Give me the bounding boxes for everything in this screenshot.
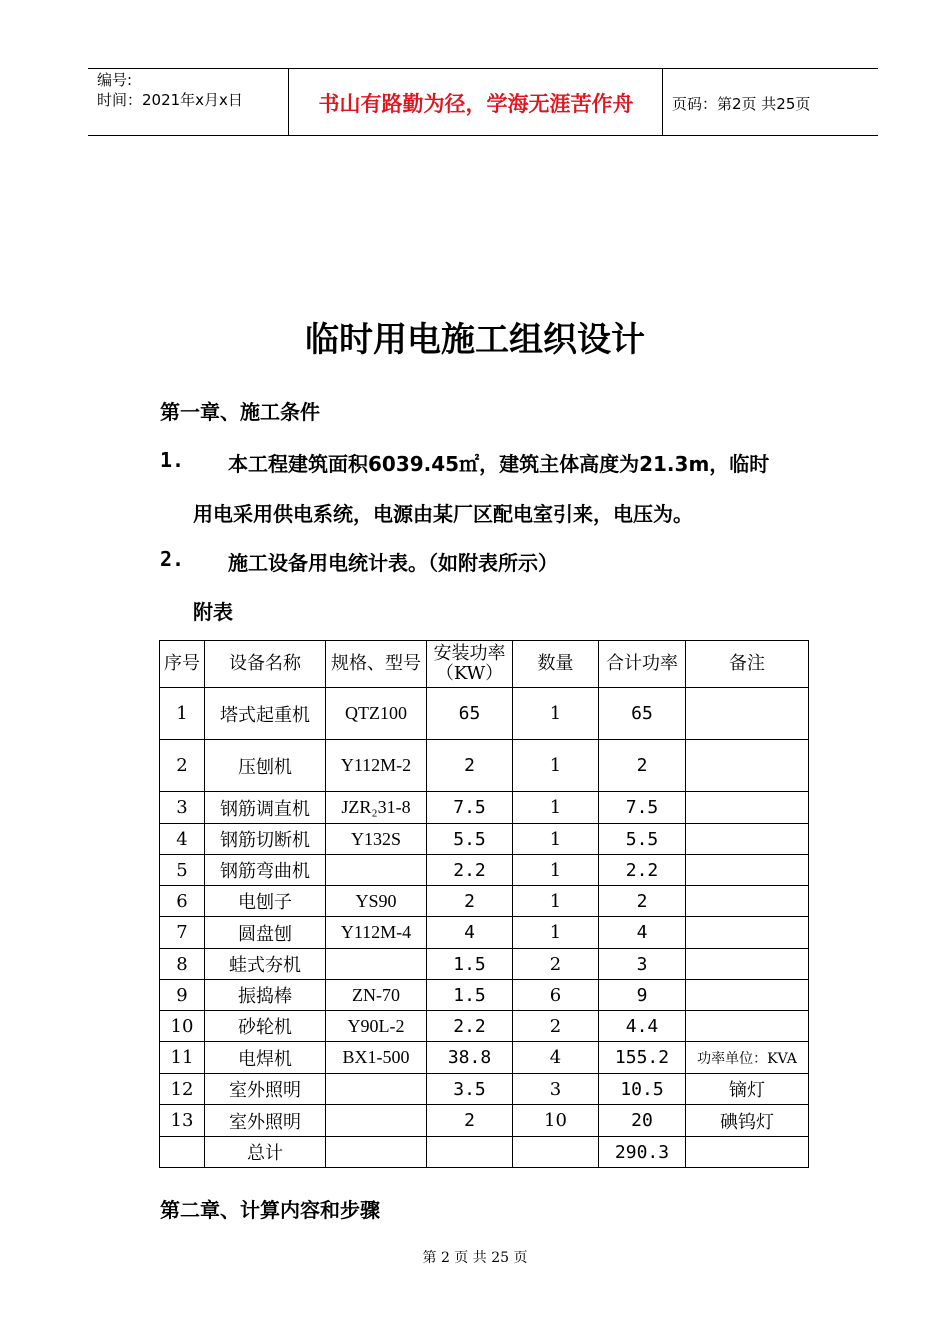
cell-spec-model: Y132S xyxy=(326,824,427,855)
cell-quantity: 1 xyxy=(513,824,599,855)
table-total-row xyxy=(160,1137,809,1168)
header-cell-remarks: 备注 xyxy=(686,641,809,688)
equipment-power-table xyxy=(159,640,809,1168)
item-1-number: 1. xyxy=(160,448,185,472)
total-cell-empty xyxy=(686,1137,809,1168)
cell-spec-model: ZN-70 xyxy=(326,980,427,1011)
cell-device-name: 电焊机 xyxy=(205,1042,326,1074)
cell-row-index: 12 xyxy=(160,1074,205,1105)
page-footer: 第 2 页 共 25 页 xyxy=(422,1250,528,1266)
cell-device-name: 塔式起重机 xyxy=(205,688,326,740)
cell-quantity: 6 xyxy=(513,980,599,1011)
cell-row-index: 6 xyxy=(160,886,205,917)
cell-total-power: 65 xyxy=(599,688,686,740)
cell-total-power: 9 xyxy=(599,980,686,1011)
cell-quantity: 1 xyxy=(513,886,599,917)
cell-remarks xyxy=(686,855,809,886)
item-2-number: 2. xyxy=(160,547,185,571)
table-row xyxy=(160,1105,809,1137)
cell-device-name: 砂轮机 xyxy=(205,1011,326,1042)
table-row xyxy=(160,792,809,824)
table-row xyxy=(160,886,809,917)
cell-spec-model: Y112M-2 xyxy=(326,740,427,792)
total-label: 总计 xyxy=(205,1137,326,1168)
chapter-1-heading: 第一章、施工条件 xyxy=(160,400,320,424)
cell-device-name: 钢筋调直机 xyxy=(205,792,326,824)
item-1-line-2: 用电采用供电系统，电源由某厂区配电室引来，电压为。 xyxy=(193,502,693,526)
cell-remarks xyxy=(686,949,809,980)
cell-total-power: 7.5 xyxy=(599,792,686,824)
cell-remarks xyxy=(686,792,809,824)
cell-quantity: 3 xyxy=(513,1074,599,1105)
header-cell-installed-power: 安装功率（KW） xyxy=(427,641,513,688)
cell-spec-model: Y90L-2 xyxy=(326,1011,427,1042)
cell-installed-power: 2 xyxy=(427,886,513,917)
cell-spec-model xyxy=(326,1074,427,1105)
table-row xyxy=(160,1042,809,1074)
cell-installed-power: 2 xyxy=(427,740,513,792)
header-time-label: 时间：2021年x月x日 xyxy=(97,91,243,109)
cell-row-index: 8 xyxy=(160,949,205,980)
cell-quantity: 1 xyxy=(513,917,599,949)
cell-device-name: 钢筋切断机 xyxy=(205,824,326,855)
cell-row-index: 2 xyxy=(160,740,205,792)
cell-device-name: 振捣棒 xyxy=(205,980,326,1011)
cell-installed-power: 1.5 xyxy=(427,980,513,1011)
header-meta xyxy=(97,70,243,110)
document-title: 临时用电施工组织设计 xyxy=(305,320,645,360)
cell-installed-power: 7.5 xyxy=(427,792,513,824)
cell-device-name: 蛙式夯机 xyxy=(205,949,326,980)
header-top-rule xyxy=(88,68,878,69)
header-cell-index: 序号 xyxy=(160,641,205,688)
cell-installed-power: 5.5 xyxy=(427,824,513,855)
cell-total-power: 155.2 xyxy=(599,1042,686,1074)
header-cell-total-power: 合计功率 xyxy=(599,641,686,688)
cell-spec-model xyxy=(326,855,427,886)
table-row xyxy=(160,740,809,792)
cell-device-name: 钢筋弯曲机 xyxy=(205,855,326,886)
cell-remarks xyxy=(686,688,809,740)
cell-device-name: 电刨子 xyxy=(205,886,326,917)
cell-quantity: 2 xyxy=(513,1011,599,1042)
cell-installed-power: 1.5 xyxy=(427,949,513,980)
total-cell-empty xyxy=(513,1137,599,1168)
cell-row-index: 13 xyxy=(160,1105,205,1137)
cell-spec-model xyxy=(326,949,427,980)
cell-row-index: 5 xyxy=(160,855,205,886)
item-2-text: 施工设备用电统计表。（如附表所示） xyxy=(228,551,558,575)
cell-row-index: 10 xyxy=(160,1011,205,1042)
table-row xyxy=(160,980,809,1011)
header-divider-left xyxy=(288,68,289,136)
item-1-line-1: 本工程建筑面积6039.45㎡，建筑主体高度为21.3m，临时 xyxy=(228,452,770,476)
table-row xyxy=(160,855,809,886)
cell-installed-power: 2.2 xyxy=(427,855,513,886)
cell-total-power: 3 xyxy=(599,949,686,980)
table-row xyxy=(160,1074,809,1105)
header-bottom-rule xyxy=(88,135,878,136)
cell-installed-power: 2 xyxy=(427,1105,513,1137)
cell-row-index: 3 xyxy=(160,792,205,824)
cell-remarks xyxy=(686,886,809,917)
cell-spec-model: YS90 xyxy=(326,886,427,917)
cell-total-power: 2 xyxy=(599,886,686,917)
cell-installed-power: 65 xyxy=(427,688,513,740)
cell-remarks xyxy=(686,917,809,949)
cell-remarks xyxy=(686,1011,809,1042)
cell-remarks: 功率单位：KVA xyxy=(686,1042,809,1074)
header-cell-spec-model: 规格、型号 xyxy=(326,641,427,688)
cell-total-power: 2.2 xyxy=(599,855,686,886)
cell-quantity: 2 xyxy=(513,949,599,980)
cell-remarks xyxy=(686,740,809,792)
cell-total-power: 4.4 xyxy=(599,1011,686,1042)
cell-device-name: 室外照明 xyxy=(205,1074,326,1105)
cell-quantity: 1 xyxy=(513,740,599,792)
cell-total-power: 2 xyxy=(599,740,686,792)
table-row xyxy=(160,949,809,980)
cell-device-name: 室外照明 xyxy=(205,1105,326,1137)
cell-remarks xyxy=(686,980,809,1011)
cell-total-power: 10.5 xyxy=(599,1074,686,1105)
cell-row-index: 1 xyxy=(160,688,205,740)
header-cell-quantity: 数量 xyxy=(513,641,599,688)
total-cell-empty xyxy=(160,1137,205,1168)
cell-device-name: 压刨机 xyxy=(205,740,326,792)
total-cell-empty xyxy=(427,1137,513,1168)
total-value: 290.3 xyxy=(599,1137,686,1168)
cell-quantity: 1 xyxy=(513,688,599,740)
cell-row-index: 9 xyxy=(160,980,205,1011)
cell-installed-power: 3.5 xyxy=(427,1074,513,1105)
header-motto: 书山有路勤为径，学海无涯苦作舟 xyxy=(318,92,634,116)
cell-spec-model xyxy=(326,1105,427,1137)
cell-row-index: 11 xyxy=(160,1042,205,1074)
cell-row-index: 4 xyxy=(160,824,205,855)
cell-spec-model: JZR₂31-8 xyxy=(326,792,427,824)
cell-quantity: 4 xyxy=(513,1042,599,1074)
cell-total-power: 5.5 xyxy=(599,824,686,855)
chapter-2-heading: 第二章、计算内容和步骤 xyxy=(160,1198,380,1222)
cell-quantity: 1 xyxy=(513,855,599,886)
header-page-info: 页码：第2页 共25页 xyxy=(672,95,811,113)
cell-device-name: 圆盘刨 xyxy=(205,917,326,949)
cell-quantity: 10 xyxy=(513,1105,599,1137)
cell-row-index: 7 xyxy=(160,917,205,949)
cell-remarks xyxy=(686,824,809,855)
total-cell-empty xyxy=(326,1137,427,1168)
appendix-label: 附表 xyxy=(193,600,233,624)
cell-installed-power: 4 xyxy=(427,917,513,949)
cell-remarks: 镝灯 xyxy=(686,1074,809,1105)
table-row xyxy=(160,917,809,949)
header-number-label: 编号: xyxy=(97,71,133,89)
table-row xyxy=(160,824,809,855)
cell-spec-model: Y112M-4 xyxy=(326,917,427,949)
table-row xyxy=(160,1011,809,1042)
header-divider-right xyxy=(662,68,663,136)
table-row xyxy=(160,688,809,740)
cell-total-power: 4 xyxy=(599,917,686,949)
cell-quantity: 1 xyxy=(513,792,599,824)
cell-total-power: 20 xyxy=(599,1105,686,1137)
table-header-row xyxy=(160,641,809,688)
cell-spec-model: BX1-500 xyxy=(326,1042,427,1074)
cell-remarks: 碘钨灯 xyxy=(686,1105,809,1137)
cell-installed-power: 2.2 xyxy=(427,1011,513,1042)
header-cell-device-name: 设备名称 xyxy=(205,641,326,688)
cell-spec-model: QTZ100 xyxy=(326,688,427,740)
cell-installed-power: 38.8 xyxy=(427,1042,513,1074)
